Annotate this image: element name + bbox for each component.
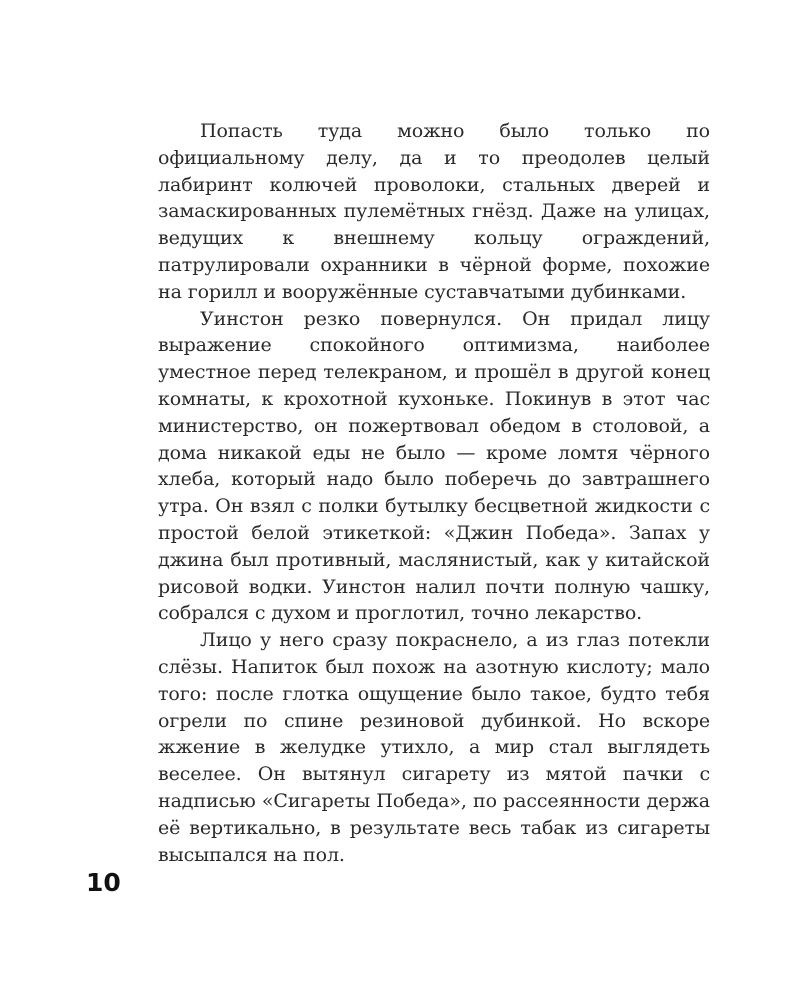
paragraph-1: Попасть туда можно было только по официальному делу, да и то преодолев целый лабиринт колючей проволоки, стальных дверей и замаскированных пулемётных гнёзд. Даже на улицах, ведущих к внешнему кольцу ограждений, патрулировали охранники в чёрной форме, похожие на горилл и вооружённые суставчатыми дубинками. xyxy=(158,120,710,303)
paragraph-2: Уинстон резко повернулся. Он придал лицу выражение спокойного оптимизма, наиболее уместное перед телекраном, и прошёл в другой конец комнаты, к крохотной кухоньке. Покинув в этот час министерство, он пожертвовал обедом в столовой, а дома никакой еды не было — кроме ломтя чёрного хлеба, который надо было поберечь до завтрашнего утра. Он взял с полки бутылку бесцветной жидкости с простой белой этикеткой: «Джин Победа». Запах у джина был противный, маслянистый, как у китайской рисовой водки. Уинстон налил почти полную чашку, собрался с духом и проглотил, точно лекарство. xyxy=(158,307,710,625)
page-number: 10 xyxy=(86,868,121,897)
body-text xyxy=(158,118,710,868)
paragraph-3: Лицо у него сразу покраснело, а из глаз потекли слёзы. Напиток был похож на азотную кислоту; мало того: после глотка ощущение было такое, будто тебя огрели по спине резиновой дубинкой. Но вскоре жжение в желудке утихло, а мир стал выглядеть веселее. Он вытянул сигарету из мятой пачки с надписью «Сигареты Победа», по рассеянности держа её вертикально, в результате весь табак из сигареты высыпался на пол. xyxy=(158,629,710,866)
